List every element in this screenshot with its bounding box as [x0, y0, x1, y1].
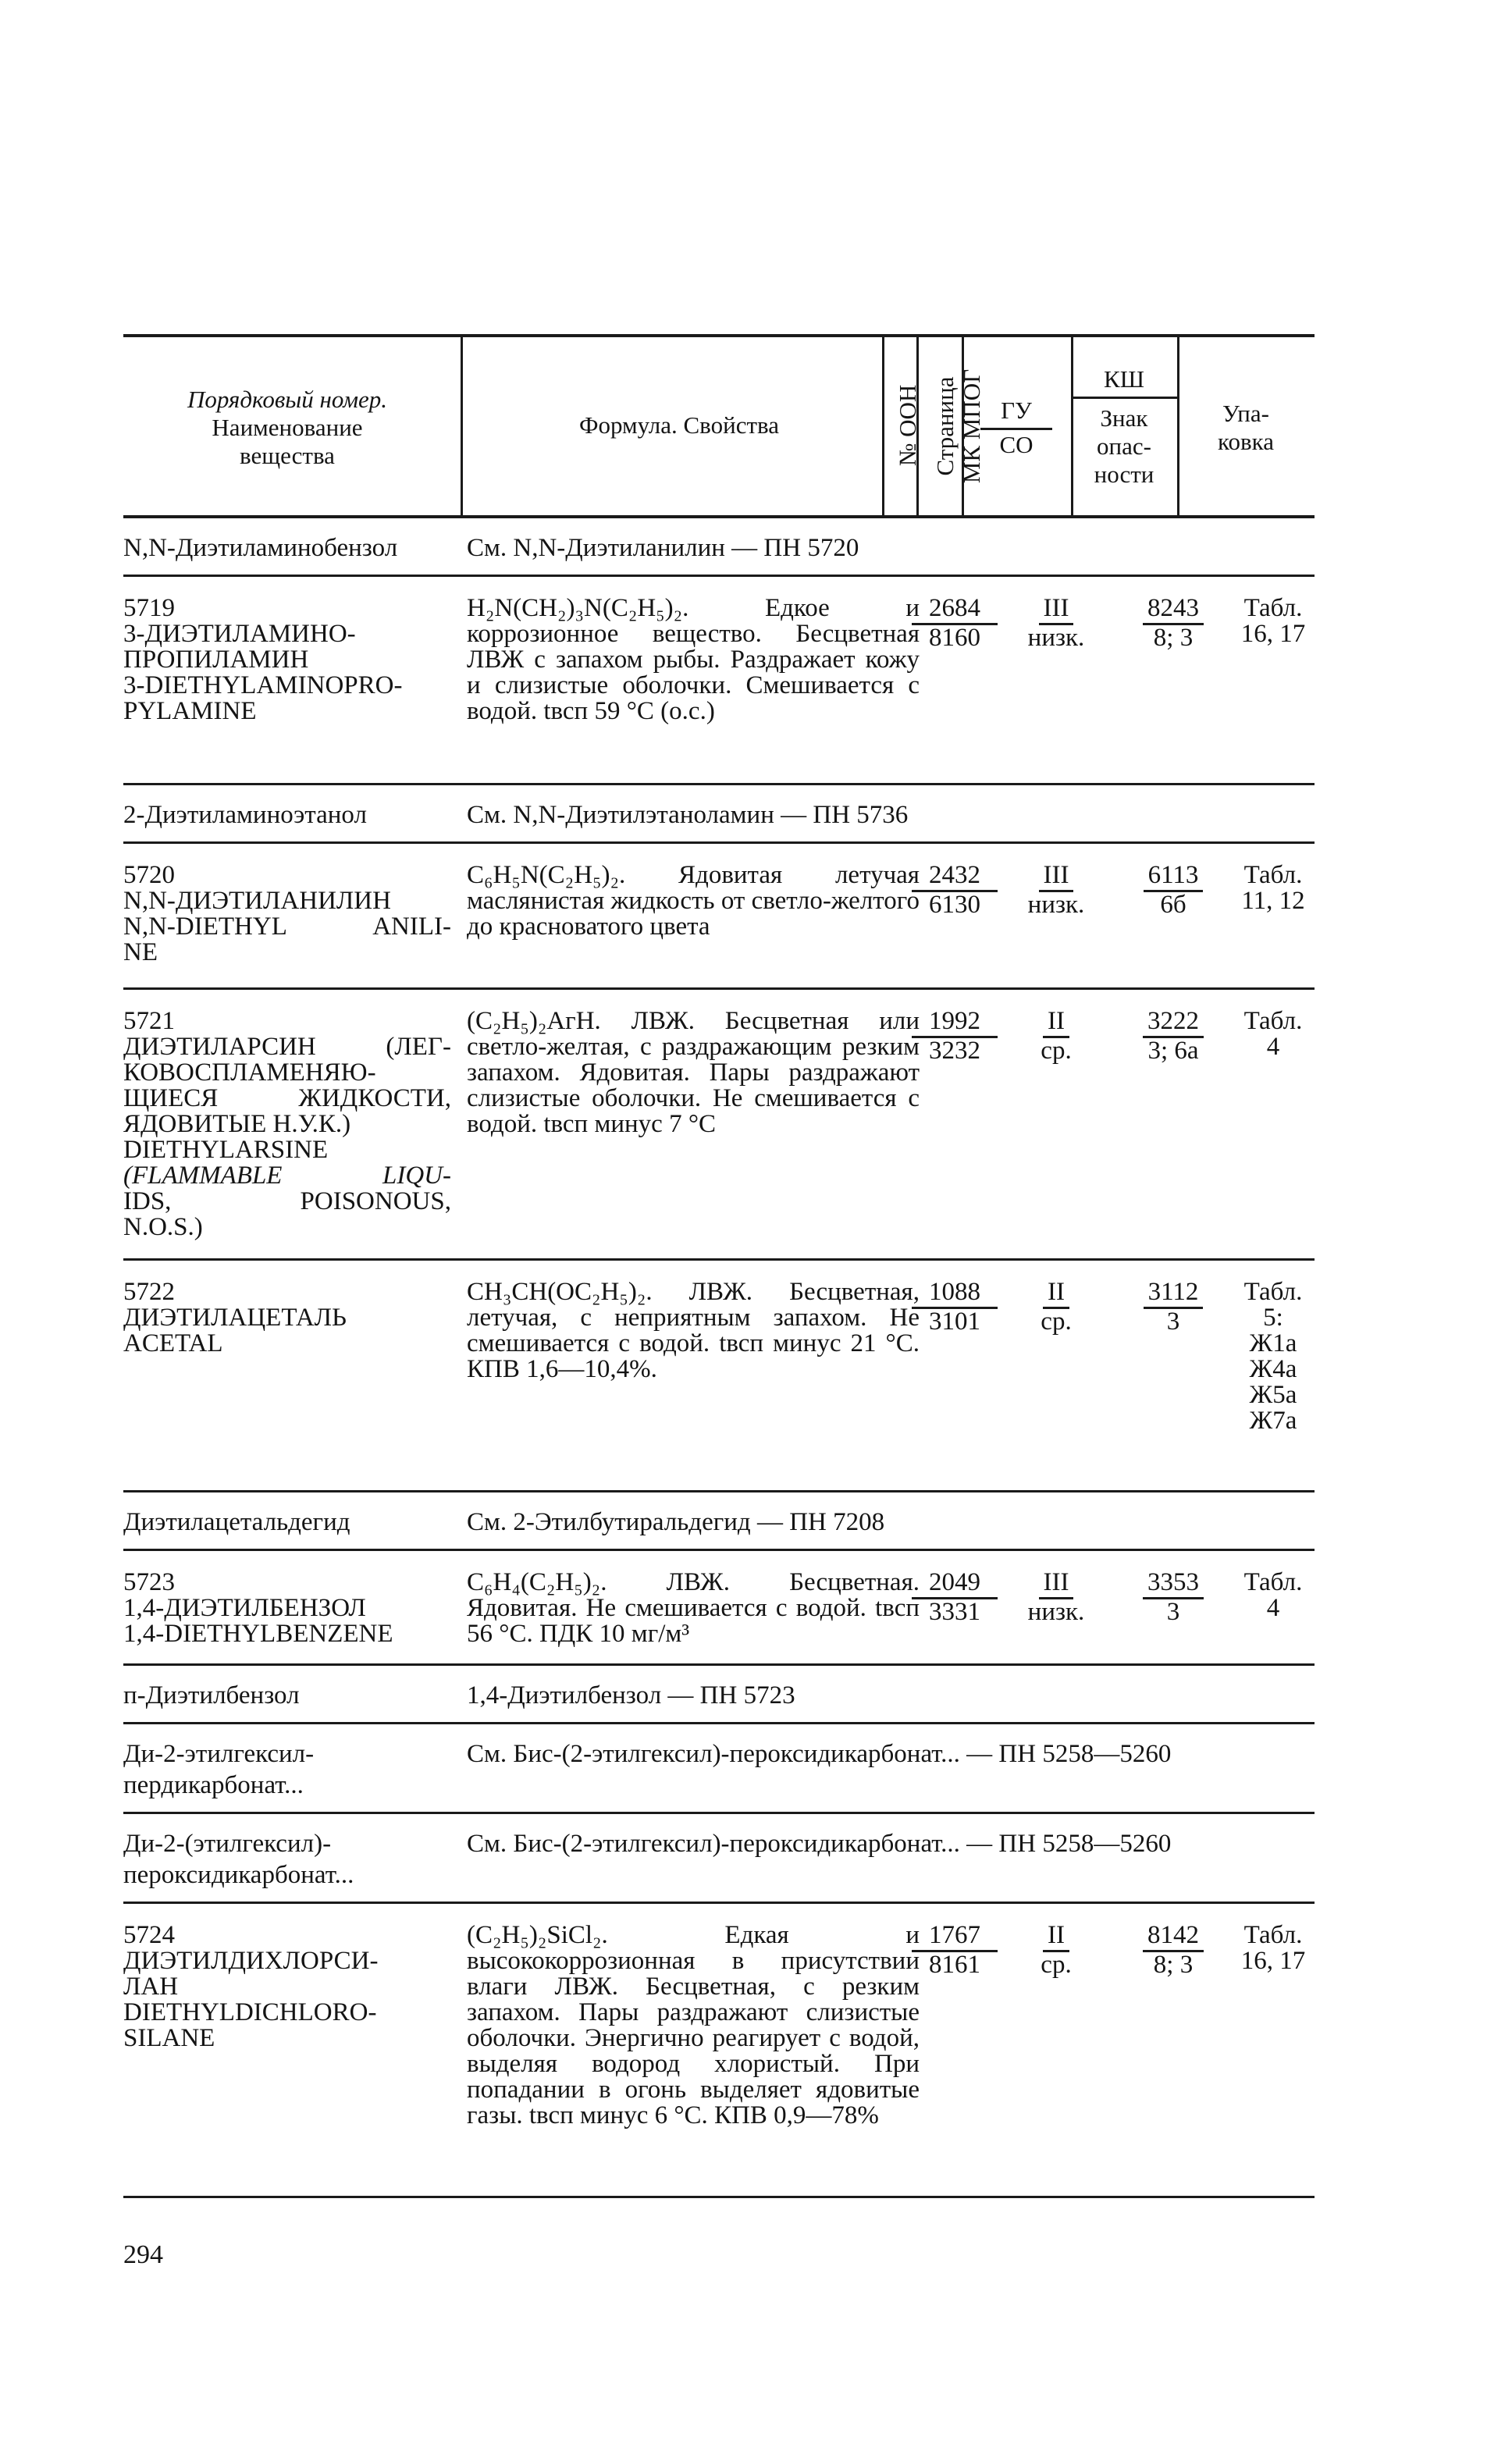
gu-co [998, 1279, 1115, 1335]
mpog-page: 6130 [929, 891, 980, 919]
hazard-sign: 6б [1160, 891, 1186, 919]
header-name-line: вещества [240, 442, 335, 469]
pack-line: Табл. [1243, 1007, 1303, 1035]
cross-reference-row [123, 1666, 1315, 1724]
pack-line: Табл. [1243, 861, 1303, 889]
un-number: 1767 [912, 1923, 998, 1952]
header-pack-line: Упа- [1222, 400, 1269, 427]
ksh-sign [1115, 1009, 1232, 1064]
gu-value: II [1043, 1923, 1069, 1952]
header-co: СО [999, 431, 1033, 458]
reference-table [123, 334, 1315, 2198]
name-line: ЩИЕСЯ ЖИДКОСТИ, [123, 1084, 451, 1112]
header-name-column [123, 386, 451, 470]
gu-value: III [1039, 596, 1074, 625]
co-value: низк. [1027, 624, 1085, 652]
un-number: 2049 [912, 1570, 998, 1599]
pack-line: Ж7а [1249, 1407, 1297, 1435]
gu-co [998, 1009, 1115, 1064]
name-line: ЯДОВИТЫЕ Н.У.К.) [123, 1110, 351, 1138]
pack-line: 16, 17 [1240, 1947, 1306, 1975]
formula-properties: C₆H₅N(C₂H₅)₂. Ядовитая летучая маслянистая жидкость от светло-желтого до красноватого цвета [467, 861, 920, 941]
pack-line: 11, 12 [1241, 887, 1305, 915]
name-line: 3-ДИЭТИЛАМИНО- [123, 620, 356, 648]
pack-line: Ж5а [1249, 1381, 1297, 1409]
entry-number: 5723 [123, 1568, 175, 1596]
ksh-value: 8243 [1143, 596, 1204, 625]
name-line: ACETAL [123, 1329, 223, 1357]
name-line: 1,4-DIETHYLBENZENE [123, 1620, 393, 1648]
name-line: 1,4-ДИЭТИЛБЕНЗОЛ [123, 1594, 366, 1622]
cross-reference: См. N,N-Диэтиланилин — ПН 5720 [467, 534, 859, 562]
header-sign-line: опас- [1097, 432, 1151, 460]
substance-entry [123, 844, 1315, 990]
packing [1232, 1009, 1315, 1060]
substance-entry [123, 1261, 1315, 1492]
header-name-line: Порядковый номер. [187, 386, 388, 413]
name-line: PYLAMINE [123, 697, 257, 725]
pack-line: 16, 17 [1240, 620, 1306, 648]
co-value: ср. [1041, 1951, 1072, 1979]
cross-reference: См. Бис-(2-этилгексил)-пероксидикарбонат... — ПН 5258—5260 [467, 1740, 1172, 1768]
header-page-mpog [932, 344, 985, 508]
name-line: ЛАН [123, 1973, 179, 2001]
entry-number: 5721 [123, 1007, 175, 1035]
substance-name: п-Диэтилбензол [123, 1681, 300, 1709]
ksh-value: 8142 [1143, 1923, 1204, 1952]
header-ksh: КШ [1104, 365, 1144, 393]
un-number: 2432 [912, 863, 998, 892]
mpog-page: 3101 [929, 1307, 980, 1336]
hazard-sign: 3; 6а [1147, 1037, 1199, 1065]
un-number: 1992 [912, 1009, 998, 1038]
cross-reference-row [123, 518, 1315, 577]
entry-number: 5720 [123, 861, 175, 889]
hazard-sign: 3 [1166, 1598, 1180, 1626]
entry-number: 5719 [123, 594, 175, 622]
header-pack-line: ковка [1218, 428, 1274, 455]
name-line: ДИЭТИЛАРСИН (ЛЕГ- [123, 1033, 451, 1061]
entry-number: 5722 [123, 1278, 175, 1306]
name-line: N,N-ДИЭТИЛАНИЛИН [123, 887, 391, 915]
substance-name-block [123, 1279, 451, 1357]
pack-line: 4 [1266, 1594, 1280, 1622]
co-value: ср. [1041, 1307, 1072, 1336]
gu-co [998, 1570, 1115, 1625]
ksh-value: 3222 [1143, 1009, 1204, 1038]
name-line: (FLAMMABLE LIQU- [123, 1162, 451, 1190]
name-line: DIETHYLDICHLORO- [123, 1998, 377, 2026]
ksh-sign [1115, 1279, 1232, 1335]
substance-name: 2-Диэтиламиноэтанол [123, 801, 367, 829]
mpog-page: 8160 [929, 624, 980, 652]
gu-value: III [1039, 863, 1074, 892]
un-number: 1088 [912, 1279, 998, 1309]
name-line: ДИЭТИЛАЦЕТАЛЬ [123, 1304, 347, 1332]
pack-line: Табл. [1243, 1278, 1303, 1306]
formula-properties: CH₃CH(OC₂H₅)₂. ЛВЖ. Бесцветная, летучая, с неприятным запахом. Не смешивается с водой. tвсп минус 21 °С. КПВ 1,6—10,4%. [467, 1278, 920, 1383]
substance-entry [123, 1551, 1315, 1666]
substance-name: Ди-2-этилгексил-пердикарбонат... [123, 1740, 315, 1799]
name-line: NE [123, 938, 158, 966]
ksh-value: 3112 [1144, 1279, 1204, 1309]
substance-name-block [123, 1570, 451, 1647]
name-line: ДИЭТИЛДИХЛОРСИ- [123, 1947, 379, 1975]
substance-name-block [123, 596, 451, 724]
packing [1232, 1279, 1315, 1434]
gu-co [998, 596, 1115, 651]
pack-line: Табл. [1243, 594, 1303, 622]
formula-properties: (C₂H₅)₂SiCl₂. Едкая и высококоррозионная в присутствии влаги ЛВЖ. Бесцветная, с резким запахом. Пары раздражают слизистые оболочки. Энергично реагирует с водой, выделяя водород хлористый. При попадании в огонь выделяет ядовитые газы. tвсп минус 6 °С. КПВ 0,9—78% [467, 1921, 920, 2129]
ksh-sign [1115, 596, 1232, 651]
name-line: N.O.S.) [123, 1213, 203, 1241]
header-page-line: Страница [931, 376, 959, 476]
un-number: 2684 [912, 596, 998, 625]
mpog-page: 8161 [929, 1951, 980, 1979]
name-line: IDS, POISONOUS, [123, 1187, 451, 1215]
packing [1232, 1570, 1315, 1621]
header-sign-line: Знак [1100, 404, 1148, 432]
substance-name: Диэтилацетальдегид [123, 1508, 350, 1536]
header-sign-line: ности [1094, 461, 1154, 488]
hazard-sign: 3 [1166, 1307, 1180, 1336]
gu-value: II [1043, 1009, 1069, 1038]
cross-reference-row [123, 1492, 1315, 1551]
header-formula-column: Формула. Свойства [579, 411, 779, 439]
ksh-sign [1115, 863, 1232, 918]
gu-value: II [1043, 1279, 1069, 1309]
co-value: низк. [1027, 1598, 1085, 1626]
gu-value: III [1039, 1570, 1074, 1599]
entry-number: 5724 [123, 1921, 175, 1949]
gu-co [998, 863, 1115, 918]
un-page [912, 863, 998, 918]
ksh-sign [1115, 1923, 1232, 1978]
name-line: SILANE [123, 2024, 215, 2052]
packing [1232, 596, 1315, 647]
name-line: N,N-DIETHYL ANILI- [123, 913, 451, 941]
pack-line: Табл. [1243, 1921, 1303, 1949]
un-page [912, 1279, 998, 1335]
co-value: ср. [1041, 1037, 1072, 1065]
formula-properties: H₂N(CH₂)₃N(C₂H₅)₂. Едкое и коррозионное вещество. Бесцветная ЛВЖ с запахом рыбы. Раздражает кожу и слизистые оболочки. Смешивается с водой. tвсп 59 °С (о.с.) [467, 594, 920, 725]
formula-properties: C₆H₄(C₂H₅)₂. ЛВЖ. Бесцветная. Ядовитая. Не смешивается с водой. tвсп 56 °С. ПДК 10 мг/м³ [467, 1568, 920, 1648]
packing [1232, 1923, 1315, 1974]
cross-reference: См. N,N-Диэтилэтаноламин — ПН 5736 [467, 801, 909, 829]
gu-co [998, 1923, 1115, 1978]
un-page [912, 1009, 998, 1064]
name-line: КОВОСПЛАМЕНЯЮ- [123, 1058, 376, 1087]
substance-entry [123, 1904, 1315, 2198]
cross-reference-row [123, 785, 1315, 844]
co-value: низк. [1027, 891, 1085, 919]
formula-properties: (C₂H₅)₂AгH. ЛВЖ. Бесцветная или светло-желтая, с раздражающим резким запахом. Ядовитая. Пары раздражают слизистые оболочки. Не смешивается с водой. tвсп минус 7 °С [467, 1007, 920, 1138]
header-gu: ГУ [1001, 397, 1032, 424]
hazard-sign: 8; 3 [1153, 624, 1194, 652]
header-page-line: МК МПОГ [958, 368, 985, 484]
substance-name-block [123, 1923, 451, 2051]
un-page [912, 596, 998, 651]
page-number: 294 [123, 2240, 163, 2269]
name-line: ПРОПИЛАМИН [123, 646, 309, 674]
pack-line: 5: [1263, 1304, 1283, 1332]
ksh-sign [1115, 1570, 1232, 1625]
hazard-sign: 8; 3 [1153, 1951, 1194, 1979]
substance-name: Ди-2-(этилгексил)-пероксидикарбонат... [123, 1830, 354, 1889]
substance-name: N,N-Диэтиламинобензол [123, 534, 398, 562]
header-hazard-sign [1071, 404, 1177, 489]
cross-reference: См. Бис-(2-этилгексил)-пероксидикарбонат... — ПН 5258—5260 [467, 1830, 1172, 1858]
name-line: 3-DIETHYLAMINOPRO- [123, 671, 403, 699]
substance-name-block [123, 1009, 451, 1240]
header-un-number: № ООН [894, 384, 921, 467]
pack-line: Ж4а [1249, 1355, 1297, 1383]
un-page [912, 1570, 998, 1625]
header-packing [1177, 400, 1315, 456]
header-name-line: Наименование [212, 414, 363, 441]
pack-line: 4 [1266, 1033, 1280, 1061]
cross-reference-row [123, 1724, 1315, 1814]
un-page [912, 1923, 998, 1978]
pack-line: Ж1а [1249, 1329, 1297, 1357]
packing [1232, 863, 1315, 914]
table-header [123, 334, 1315, 518]
substance-entry [123, 990, 1315, 1261]
mpog-page: 3232 [929, 1037, 980, 1065]
cross-reference: См. 2-Этилбутиральдегид — ПН 7208 [467, 1508, 885, 1536]
name-line: DIETHYLARSINE [123, 1136, 329, 1164]
ksh-value: 3353 [1143, 1570, 1204, 1599]
mpog-page: 3331 [929, 1598, 980, 1626]
cross-reference: 1,4-Диэтилбензол — ПН 5723 [467, 1681, 795, 1709]
substance-name-block [123, 863, 451, 966]
ksh-value: 6113 [1144, 863, 1204, 892]
substance-entry [123, 577, 1315, 785]
pack-line: Табл. [1243, 1568, 1303, 1596]
cross-reference-row [123, 1814, 1315, 1904]
